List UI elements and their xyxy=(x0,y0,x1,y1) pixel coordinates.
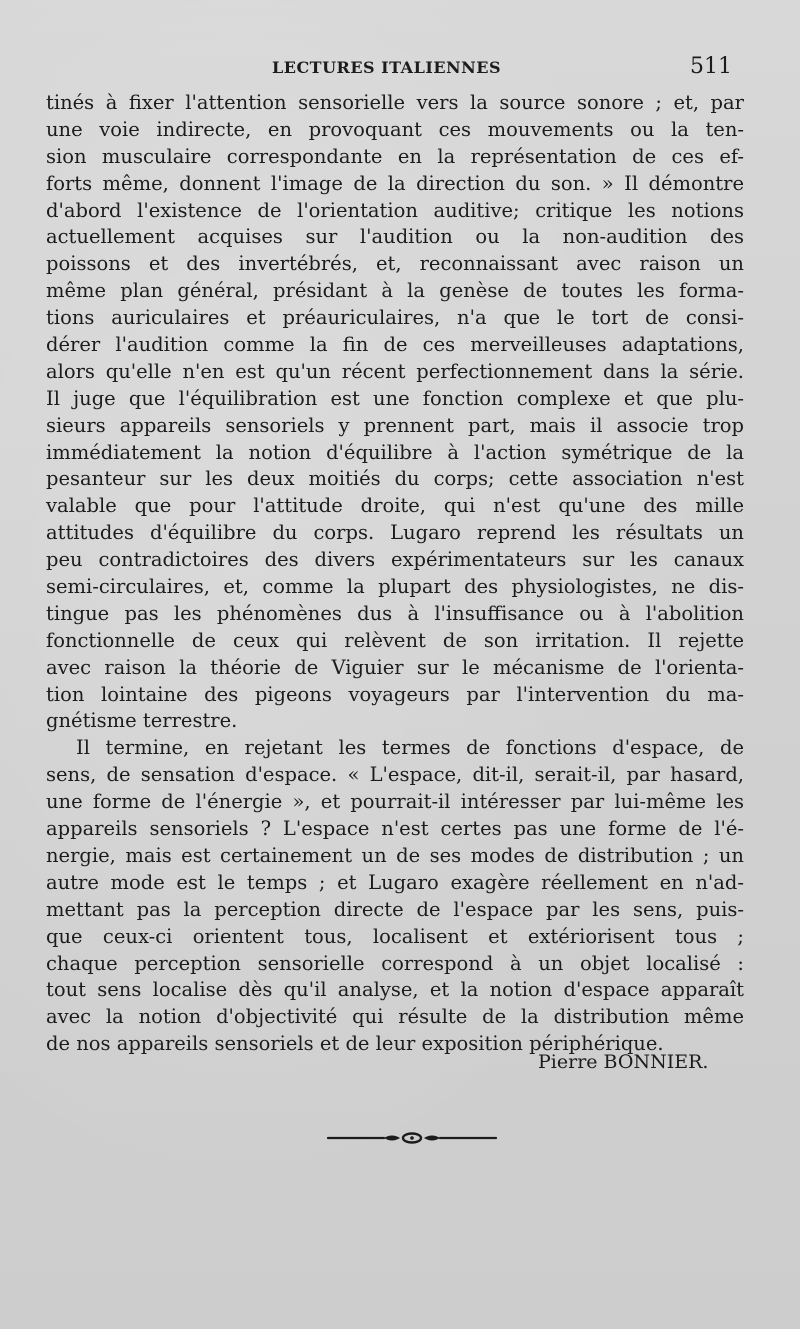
text-line: poissons et des invertébrés, et, reconnaissant avec raison un xyxy=(46,252,744,276)
text-line: mettant pas la perception directe de l'espace par les sens, puis- xyxy=(46,897,744,921)
text-line: forts même, donnent l'image de la direction du son. » Il démontre xyxy=(46,171,744,195)
text-line-paragraph-end: gnétisme terrestre. xyxy=(46,709,238,733)
text-line: dérer l'audition comme la fin de ces merveilleuses adaptations, xyxy=(46,333,744,357)
text-line: Il juge que l'équilibration est une fonction complexe et que plu- xyxy=(46,386,744,410)
running-title: LECTURES ITALIENNES xyxy=(272,58,502,77)
text-line: d'abord l'existence de l'orientation auditive; critique les notions xyxy=(46,198,744,222)
text-line: tinés à fixer l'attention sensorielle vers la source sonore ; et, par xyxy=(46,91,744,114)
text-line: tion lointaine des pigeons voyageurs par l'intervention du ma- xyxy=(46,682,744,706)
text-line: une voie indirecte, en provoquant ces mouvements ou la ten- xyxy=(46,117,744,141)
text-line: même plan général, présidant à la genèse de toutes les forma- xyxy=(46,279,744,303)
text-line: avec raison la théorie de Viguier sur le mécanisme de l'orienta- xyxy=(46,655,744,679)
text-line: tions auriculaires et préauriculaires, n'a que le tort de consi- xyxy=(46,306,744,330)
text-line: autre mode est le temps ; et Lugaro exagère réellement en n'ad- xyxy=(46,870,744,894)
text-line: une forme de l'énergie », et pourrait-il intéresser par lui-même les xyxy=(46,790,744,814)
text-line: que ceux-ci orientent tous, localisent et extériorisent tous ; xyxy=(46,924,744,948)
text-line: chaque perception sensorielle correspond à un objet localisé : xyxy=(46,951,744,975)
end-ornament-icon xyxy=(326,1130,498,1146)
page-number: 511 xyxy=(690,54,732,79)
text-line: sion musculaire correspondante en la représentation de ces ef- xyxy=(46,144,744,168)
text-line: valable que pour l'attitude droite, qui n'est qu'une des mille xyxy=(46,494,744,518)
text-line: nergie, mais est certainement un de ses modes de distribution ; un xyxy=(46,843,744,867)
page-header xyxy=(0,54,800,84)
text-line: immédiatement la notion d'équilibre à l'action symétrique de la xyxy=(46,440,744,464)
text-line-paragraph-end: de nos appareils sensoriels et de leur exposition périphérique. xyxy=(46,1032,664,1056)
text-line: sieurs appareils sensoriels y prennent part, mais il associe trop xyxy=(46,413,744,437)
text-line-paragraph-start: Il termine, en rejetant les termes de fonctions d'espace, de xyxy=(76,736,744,760)
text-line: sens, de sensation d'espace. « L'espace, dit-il, serait-il, par hasard, xyxy=(46,763,744,787)
text-line: appareils sensoriels ? L'espace n'est certes pas une forme de l'é- xyxy=(46,817,744,841)
text-line: tingue pas les phénomènes dus à l'insuffisance ou à l'abolition xyxy=(46,601,744,625)
text-line: avec la notion d'objectivité qui résulte de la distribution même xyxy=(46,1005,744,1029)
text-line: semi-circulaires, et, comme la plupart des physiologistes, ne dis- xyxy=(46,575,744,599)
text-line: fonctionnelle de ceux qui relèvent de son irritation. Il rejette xyxy=(46,628,744,652)
body-text xyxy=(46,90,744,1058)
text-line: peu contradictoires des divers expérimentateurs sur les canaux xyxy=(46,548,744,572)
text-line: alors qu'elle n'en est qu'un récent perfectionnement dans la série. xyxy=(46,359,744,383)
text-line: pesanteur sur les deux moitiés du corps; cette association n'est xyxy=(46,467,744,491)
author-signature: Pierre BONNIER. xyxy=(538,1051,709,1073)
text-line: attitudes d'équilibre du corps. Lugaro reprend les résultats un xyxy=(46,521,744,545)
text-line: actuellement acquises sur l'audition ou la non-audition des xyxy=(46,225,744,249)
text-line: tout sens localise dès qu'il analyse, et la notion d'espace apparaît xyxy=(46,978,744,1002)
